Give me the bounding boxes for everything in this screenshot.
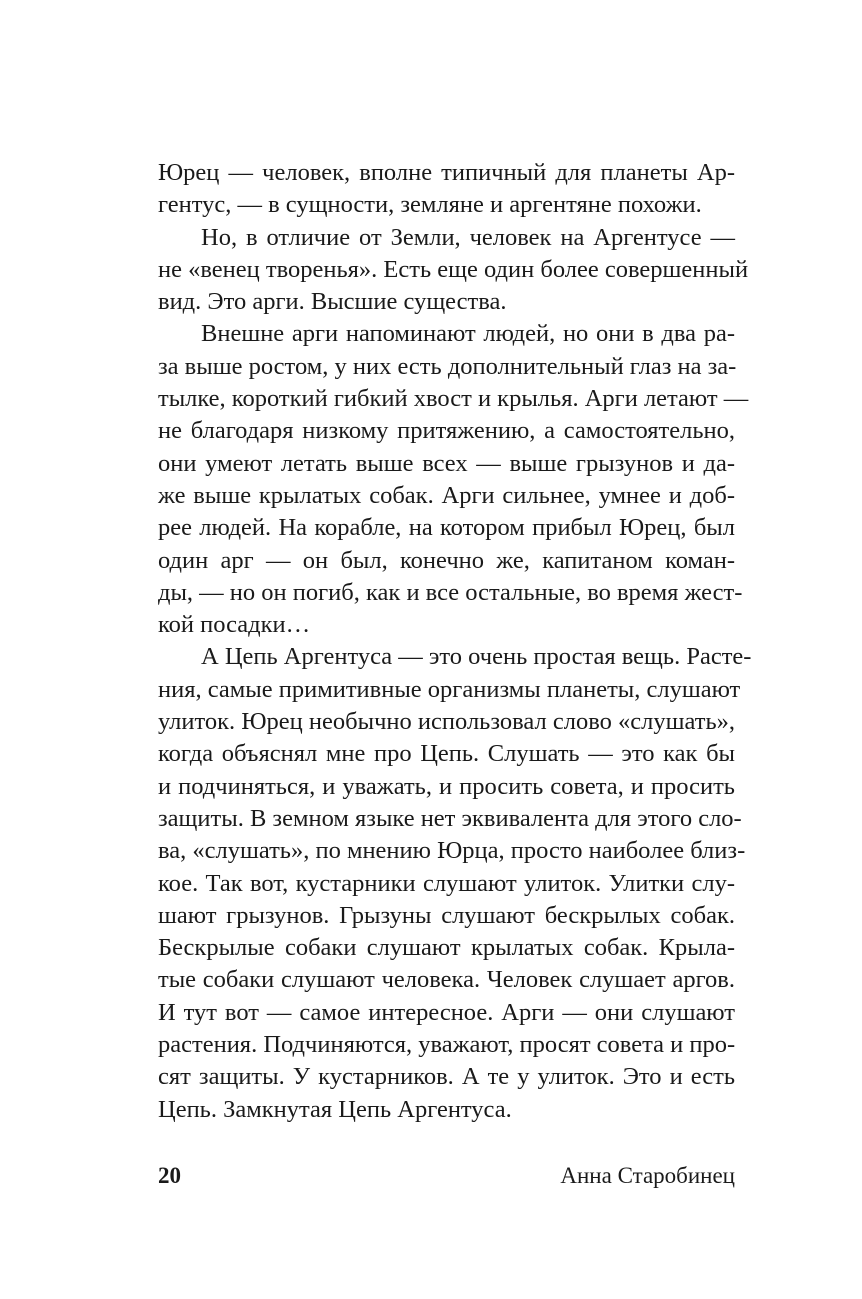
text-line: один арг — он был, конечно же, капитаном коман- xyxy=(158,546,735,574)
text-line: не «венец творенья». Есть еще один более совершенный xyxy=(158,255,749,283)
text-line: Внешне арги напоминают людей, но они в два ра- xyxy=(201,320,735,348)
text-line: ва, «слушать», по мнению Юрца, просто наиболее близ- xyxy=(158,837,746,865)
text-line: улиток. Юрец необычно использовал слово «слушать», xyxy=(158,708,735,736)
text-line: И тут вот — самое интересное. Арги — они слушают xyxy=(158,998,735,1026)
text-line: Но, в отличие от Земли, человек на Аргентусе — xyxy=(201,223,735,251)
text-line: кой посадки… xyxy=(158,611,311,639)
running-footer-author: Анна Старобинец xyxy=(560,1163,735,1188)
text-line: тые собаки слушают человека. Человек слушает аргов. xyxy=(158,966,735,994)
text-line: рее людей. На корабле, на котором прибыл Юрец, был xyxy=(158,514,735,542)
text-line: ды, — но он погиб, как и все остальные, во время жест- xyxy=(158,578,743,606)
text-line: Бескрылые собаки слушают крылатых собак. Крыла- xyxy=(158,934,735,962)
text-line: Цепь. Замкнутая Цепь Аргентуса. xyxy=(158,1095,512,1123)
text-line: же выше крылатых собак. Арги сильнее, умнее и доб- xyxy=(158,481,735,509)
text-line: и подчиняться, и уважать, и просить совета, и просить xyxy=(158,772,735,800)
text-line: они умеют летать выше всех — выше грызунов и да- xyxy=(158,449,735,477)
text-line: за выше ростом, у них есть дополнительный глаз на за- xyxy=(158,352,737,380)
text-line: гентус, — в сущности, земляне и аргентяне похожи. xyxy=(158,191,702,219)
body-text xyxy=(158,157,752,1126)
text-line: тылке, короткий гибкий хвост и крылья. Арги летают — xyxy=(158,385,749,413)
text-line: кое. Так вот, кустарники слушают улиток. Улитки слу- xyxy=(158,869,735,897)
text-line: шают грызунов. Грызуны слушают бескрылых собак. xyxy=(158,901,735,929)
text-line: А Цепь Аргентуса — это очень простая вещь. Расте- xyxy=(201,643,752,671)
text-line: не благодаря низкому притяжению, а самостоятельно, xyxy=(158,417,735,445)
page-number: 20 xyxy=(158,1163,181,1188)
text-line: ния, самые примитивные организмы планеты, слушают xyxy=(158,675,741,703)
text-line: защиты. В земном языке нет эквивалента для этого сло- xyxy=(158,804,742,832)
text-line: сят защиты. У кустарников. А те у улиток. Это и есть xyxy=(158,1063,735,1091)
text-line: растения. Подчиняются, уважают, просят совета и про- xyxy=(158,1031,736,1059)
text-line: Юрец — человек, вполне типичный для планеты Ар- xyxy=(158,159,735,186)
text-line: когда объяснял мне про Цепь. Слушать — это как бы xyxy=(158,740,735,768)
text-line: вид. Это арги. Высшие существа. xyxy=(158,288,507,316)
